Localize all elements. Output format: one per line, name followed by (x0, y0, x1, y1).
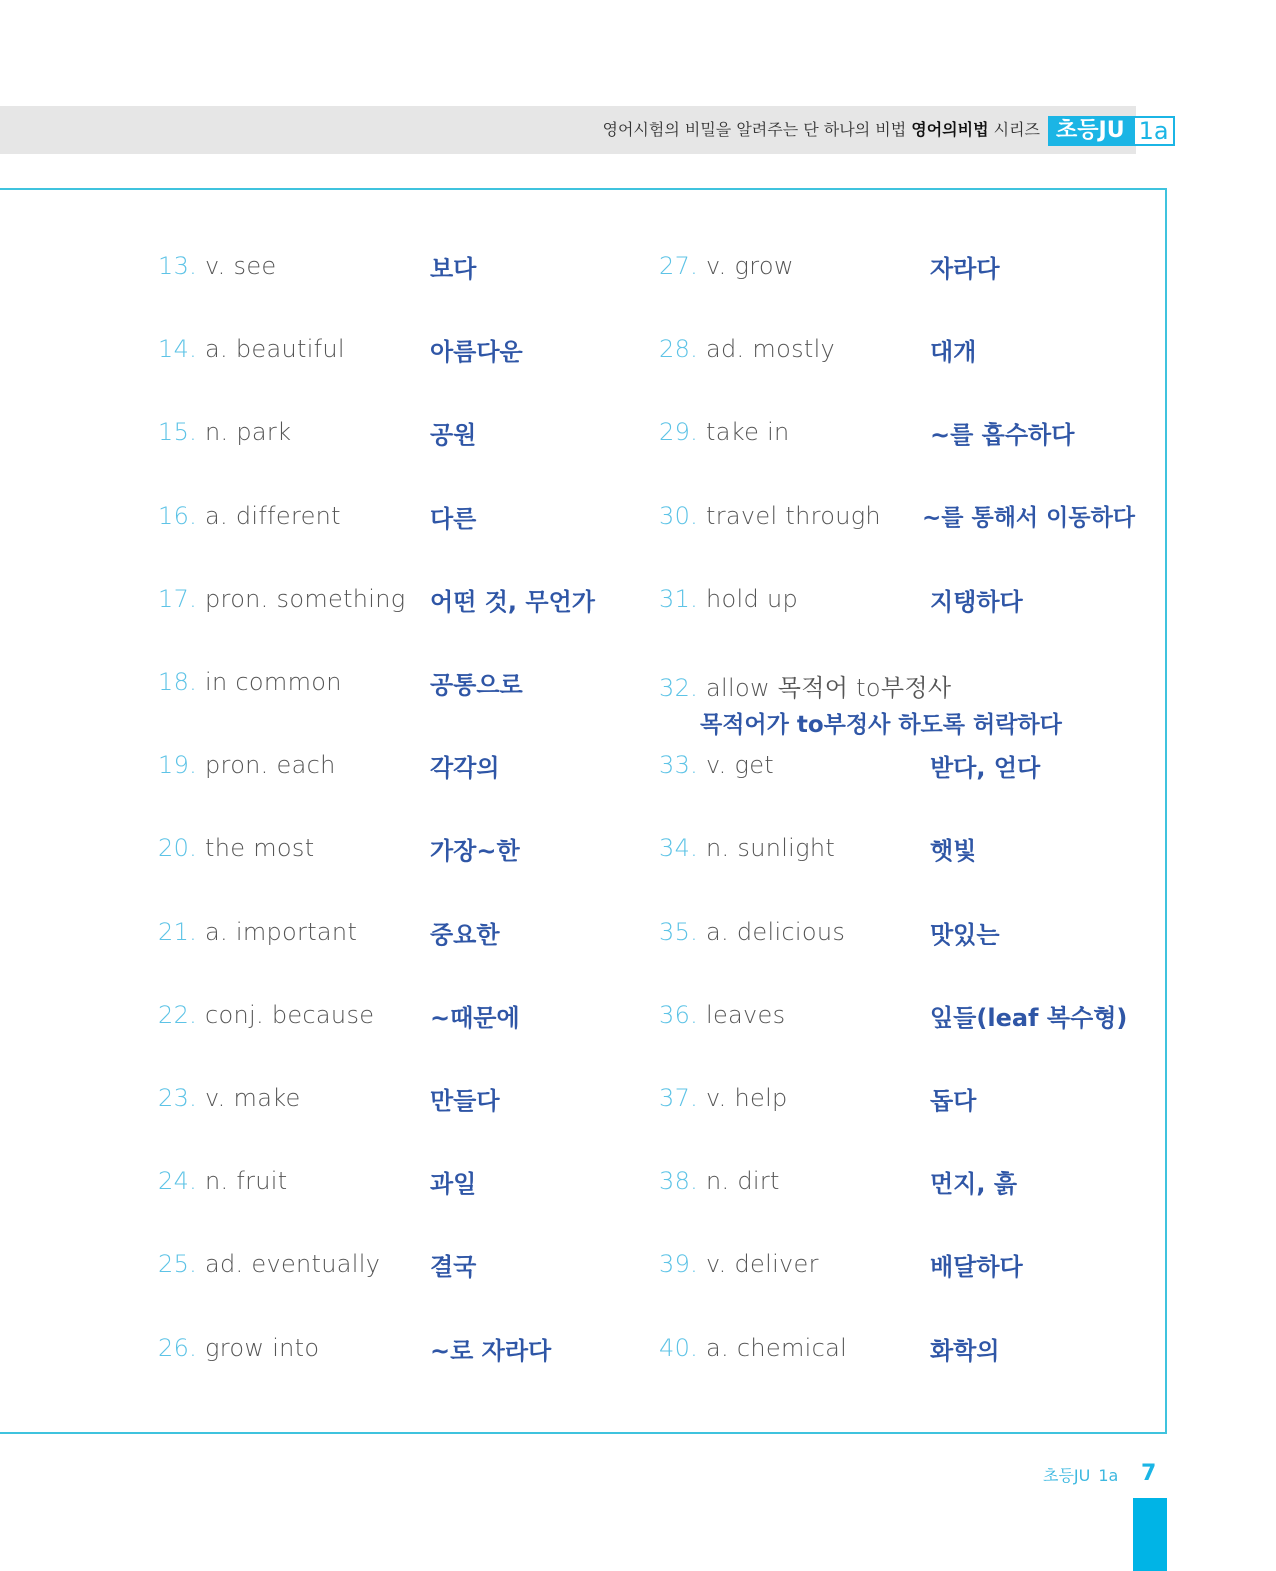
vocab-word: a. chemical (706, 1333, 848, 1362)
vocab-number: 38. (659, 1167, 699, 1196)
vocab-korean-right-4: 지탱하다 (930, 587, 1023, 616)
vocab-korean-right-8: 맛있는 (930, 920, 1000, 949)
vocab-number: 40. (659, 1333, 699, 1362)
vocab-number: 39. (659, 1250, 699, 1279)
vocab-number: 17. (158, 584, 198, 613)
vocab-english-right-2 (659, 418, 790, 446)
vocab-word: n. park (205, 418, 292, 447)
footer-label (1043, 1463, 1118, 1486)
vocab-number: 27. (659, 252, 699, 280)
vocab-korean-left-9: ~때문에 (430, 1003, 520, 1032)
vocab-word: v. deliver (706, 1250, 819, 1279)
vocab-number: 36. (659, 1000, 699, 1029)
vocab-number: 16. (158, 501, 198, 530)
vocab-english-left-6 (158, 751, 336, 779)
vocab-english-right-6 (659, 751, 774, 779)
vocab-number: 18. (158, 668, 198, 696)
vocab-english-right-12 (659, 1250, 819, 1278)
vocab-english-right-10 (659, 1084, 788, 1112)
vocab-korean-right-0: 자라다 (930, 255, 1000, 283)
vocab-word: n. dirt (706, 1167, 780, 1196)
vocab-korean-left-0: 보다 (430, 255, 477, 283)
vocab-english-left-2 (158, 418, 291, 446)
vocab-korean-right-7: 햇빛 (930, 837, 977, 866)
vocab-english-left-4 (158, 585, 405, 613)
vocab-korean-right-3: ~를 통해서 이동하다 (922, 504, 1136, 531)
vocab-korean-left-11: 과일 (430, 1170, 477, 1199)
vocab-number: 14. (158, 335, 198, 364)
vocab-korean-right-1: 대개 (930, 338, 977, 367)
vocab-korean-right-11: 먼지, 흙 (930, 1170, 1018, 1199)
vocab-english-left-7 (158, 834, 314, 862)
vocab-number: 37. (659, 1084, 699, 1112)
vocab-word: travel through (706, 501, 881, 530)
vocab-number: 24. (158, 1167, 198, 1196)
vocab-number: 15. (158, 418, 198, 447)
vocab-word: pron. something (205, 584, 406, 613)
vocab-english-right-8 (659, 918, 845, 946)
vocab-number: 25. (158, 1250, 198, 1279)
vocab-english-right-5 (659, 668, 951, 703)
vocab-word: pron. each (205, 751, 336, 780)
vocab-number: 33. (659, 751, 699, 780)
vocab-english-right-3 (659, 502, 881, 530)
vocab-english-left-11 (158, 1167, 288, 1195)
vocab-word: a. delicious (706, 917, 846, 946)
vocab-number: 32. (659, 674, 699, 702)
vocab-korean-left-13: ~로 자라다 (430, 1336, 552, 1365)
vocab-korean-left-6: 각각의 (430, 754, 500, 783)
vocab-korean-left-7: 가장~한 (430, 837, 520, 866)
vocab-english-right-0 (659, 252, 794, 280)
vocab-korean-left-4: 어떤 것, 무언가 (430, 587, 595, 616)
vocab-word: v. help (706, 1084, 788, 1112)
vocab-english-left-5 (158, 668, 342, 696)
vocab-number: 28. (659, 335, 699, 364)
vocab-english-left-1 (158, 335, 345, 363)
vocab-korean-left-10: 만들다 (430, 1087, 500, 1115)
vocab-english-left-13 (158, 1334, 319, 1362)
vocab-word: conj. because (205, 1000, 375, 1029)
vocab-english-right-11 (659, 1167, 780, 1195)
page-number: 7 (1141, 1461, 1157, 1486)
vocab-english-left-12 (158, 1250, 380, 1278)
vocab-word: hold up (706, 584, 798, 613)
vocab-korean-left-8: 중요한 (430, 920, 500, 949)
vocab-word: n. fruit (205, 1167, 288, 1196)
vocab-english-right-7 (659, 834, 835, 862)
header-tagline-text: 영어시험의 비밀을 알려주는 단 하나의 비법 (602, 120, 907, 139)
badge-volume: 1a (1133, 116, 1175, 146)
vocab-word: v. get (706, 751, 774, 780)
vocab-number: 19. (158, 751, 198, 780)
vocab-word: a. different (205, 501, 341, 530)
vocab-number: 20. (158, 834, 198, 863)
header-brand: 영어의비법 (911, 120, 989, 139)
vocab-number: 35. (659, 917, 699, 946)
vocab-word: a. beautiful (205, 335, 345, 364)
vocab-english-left-3 (158, 502, 341, 530)
vocab-korean-right-5: 목적어가 to부정사 하도록 허락하다 (700, 712, 1062, 738)
vocab-word: leaves (706, 1000, 786, 1029)
vocab-number: 22. (158, 1000, 198, 1029)
vocab-number: 30. (659, 501, 699, 530)
vocab-english-left-9 (158, 1001, 374, 1029)
vocab-word: grow into (205, 1333, 320, 1362)
vocab-english-left-8 (158, 918, 357, 946)
vocab-korean-right-9: 잎들(leaf 복수형) (930, 1003, 1128, 1032)
vocab-english-right-13 (659, 1334, 847, 1362)
page-tab (1133, 1498, 1167, 1571)
badge-main: 초등JU (1048, 116, 1133, 146)
vocab-english-right-4 (659, 585, 798, 613)
vocab-korean-right-10: 돕다 (930, 1087, 977, 1115)
vocab-number: 29. (659, 418, 699, 447)
vocab-word: the most (205, 834, 315, 863)
vocab-english-left-10 (158, 1084, 301, 1112)
footer-title: 초등JU (1043, 1466, 1091, 1485)
vocab-word: ad. mostly (706, 335, 836, 364)
series-badge (1048, 116, 1175, 146)
vocab-word: v. grow (706, 252, 794, 280)
vocab-word: allow 목적어 to부정사 (706, 674, 952, 702)
vocab-korean-left-5: 공통으로 (430, 671, 523, 699)
vocab-number: 26. (158, 1333, 198, 1362)
vocab-word: v. see (205, 252, 277, 280)
vocab-korean-right-12: 배달하다 (930, 1253, 1023, 1282)
vocab-english-left-0 (158, 252, 276, 280)
header-series: 시리즈 (993, 120, 1040, 139)
vocab-number: 23. (158, 1084, 198, 1112)
vocab-english-right-9 (659, 1001, 785, 1029)
vocab-word: in common (205, 668, 342, 696)
vocab-number: 34. (659, 834, 699, 863)
vocab-number: 31. (659, 584, 699, 613)
vocab-word: ad. eventually (205, 1250, 381, 1279)
vocab-korean-left-2: 공원 (430, 421, 477, 450)
header-tagline (603, 106, 1040, 154)
vocab-korean-left-12: 결국 (430, 1253, 477, 1282)
vocab-number: 21. (158, 917, 198, 946)
vocab-korean-left-3: 다른 (430, 504, 477, 533)
vocab-word: n. sunlight (706, 834, 836, 863)
vocab-korean-right-6: 받다, 얻다 (930, 754, 1041, 783)
vocab-korean-left-1: 아름다운 (430, 338, 523, 367)
vocab-number: 13. (158, 252, 198, 280)
vocab-word: v. make (205, 1084, 301, 1112)
vocab-word: a. important (205, 917, 358, 946)
vocab-korean-right-2: ~를 흡수하다 (930, 421, 1075, 450)
vocab-korean-right-13: 화학의 (930, 1336, 1000, 1365)
footer-volume: 1a (1098, 1466, 1119, 1485)
vocab-english-right-1 (659, 335, 835, 363)
vocab-word: take in (706, 418, 790, 447)
